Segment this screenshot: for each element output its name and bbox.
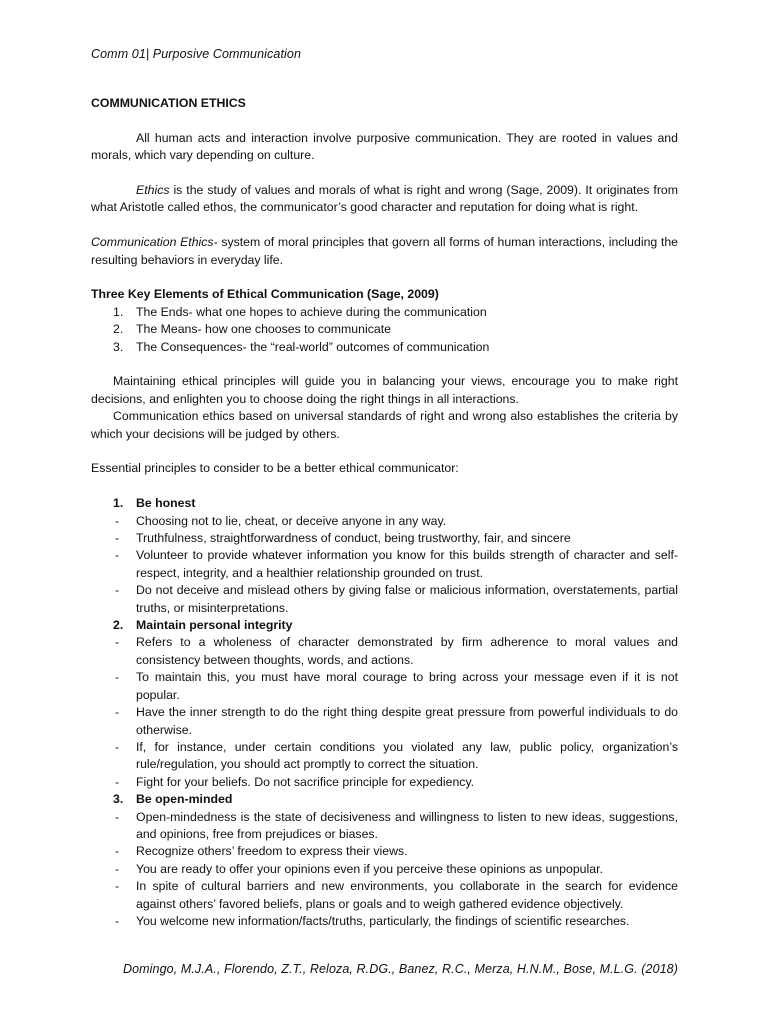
- communication-ethics-term: Communication Ethics-: [91, 235, 218, 250]
- bullet-text: You welcome new information/facts/truths, particularly, the findings of scientific researches.: [136, 913, 630, 928]
- bullet-text: Open-mindedness is the state of decisiveness and willingness to listen to new ideas, suggestions, and opinions, free from prejudices or biases.: [136, 809, 678, 841]
- dash-marker: -: [115, 670, 120, 685]
- bullet-text: Fight for your beliefs. Do not sacrifice principle for expediency.: [136, 774, 475, 789]
- dash-marker: -: [115, 913, 120, 928]
- ethics-paragraph: [91, 182, 678, 217]
- bullet-item: [91, 530, 678, 547]
- list-item: [91, 321, 678, 338]
- dash-marker: -: [115, 531, 120, 546]
- bullet-item: [91, 634, 678, 669]
- bullet-item: [91, 704, 678, 739]
- principle-heading: [91, 617, 678, 634]
- ethics-definition: is the study of values and morals of what is right and wrong (Sage, 2009). It originates from what Aristotle called ethos, the communicator’s good character and reputation for doing what is right.: [91, 183, 678, 215]
- bullet-item: [91, 774, 678, 791]
- bullet-item: [91, 861, 678, 878]
- bullet-text: Volunteer to provide whatever information you know for this builds strength of character and self-respect, integrity, and a healthier relationship grounded on trust.: [136, 548, 678, 580]
- dash-marker: -: [115, 513, 120, 528]
- bullet-text: Truthfulness, straightforwardness of conduct, being trustworthy, fair, and sincere: [136, 531, 571, 546]
- bullet-item: [91, 669, 678, 704]
- dash-marker: -: [115, 635, 120, 650]
- bullet-text: If, for instance, under certain conditions you violated any law, public policy, organization’s rule/regulation, you should act promptly to correct the situation.: [136, 739, 678, 772]
- ethics-term: Ethics: [136, 183, 170, 197]
- list-number: 2.: [113, 322, 124, 337]
- list-item-text: The Means- how one chooses to communicate: [136, 322, 391, 337]
- list-item-text: The Consequences- the “real-world” outcomes of communication: [136, 339, 490, 354]
- bullet-text: Choosing not to lie, cheat, or deceive anyone in any way.: [136, 513, 447, 528]
- list-item-text: The Ends- what one hopes to achieve during the communication: [136, 304, 487, 319]
- bullet-text: Recognize others’ freedom to express their views.: [136, 844, 408, 859]
- bullet-text: Have the inner strength to do the right thing despite great pressure from powerful individuals to do otherwise.: [136, 705, 678, 737]
- bullet-item: [91, 913, 678, 930]
- bullet-item: [91, 843, 678, 860]
- dash-marker: -: [115, 705, 120, 720]
- dash-marker: -: [115, 583, 120, 598]
- communication-ethics-paragraph: [91, 234, 678, 269]
- bullet-text: In spite of cultural barriers and new environments, you collaborate in the search for evidence against others’ favored beliefs, plans or goals and to weigh gathered evidence objectively.: [136, 879, 678, 911]
- principles-intro: Essential principles to consider to be a better ethical communicator:: [91, 461, 459, 476]
- dash-marker: -: [115, 548, 120, 563]
- list-item: [91, 339, 678, 356]
- page-header: Comm 01| Purposive Communication: [91, 47, 301, 61]
- dash-marker: -: [115, 774, 120, 789]
- bullet-text: Refers to a wholeness of character demonstrated by firm adherence to moral values and consistency between thoughts, words, and actions.: [136, 635, 678, 667]
- dash-marker: -: [115, 739, 120, 754]
- dash-marker: -: [115, 844, 120, 859]
- key-elements-list: [91, 304, 678, 356]
- maintaining-paragraph: Maintaining ethical principles will guide you in balancing your views, encourage you to make right decisions, and enlighten you to choose doing the right things in all interactions.: [91, 374, 678, 406]
- list-item: [91, 304, 678, 321]
- dash-marker: -: [115, 809, 120, 824]
- bullet-item: [91, 809, 678, 844]
- principle-number: 3.: [113, 792, 124, 807]
- communication-ethics-definition: system of moral principles that govern all forms of human interactions, including the resulting behaviors in everyday life.: [91, 235, 678, 267]
- bullet-text: You are ready to offer your opinions even if you perceive these opinions as unpopular.: [136, 861, 603, 876]
- document-title: COMMUNICATION ETHICS: [91, 96, 246, 110]
- principle-title: Maintain personal integrity: [136, 618, 293, 633]
- dash-marker: -: [115, 879, 120, 894]
- bullet-item: [91, 878, 678, 913]
- document-body: [91, 95, 678, 930]
- bullet-text: Do not deceive and mislead others by giving false or malicious information, overstatements, partial truths, or misinterpretations.: [136, 583, 678, 615]
- bullet-item: [91, 513, 678, 530]
- principle-heading: [91, 495, 678, 512]
- bullet-item: [91, 739, 678, 774]
- principle-title: Be honest: [136, 496, 196, 511]
- page-footer-citation: Domingo, M.J.A., Florendo, Z.T., Reloza, R.DG., Banez, R.C., Merza, H.N.M., Bose, M.L.G. (2018): [122, 962, 678, 976]
- bullet-text: To maintain this, you must have moral courage to bring across your message even if it is not popular.: [136, 670, 678, 702]
- bullet-item: [91, 582, 678, 617]
- intro-paragraph: All human acts and interaction involve purposive communication. They are rooted in values and morals, which vary depending on culture.: [91, 130, 678, 163]
- principles-list: [91, 495, 678, 930]
- principle-number: 2.: [113, 618, 124, 633]
- principle-heading: [91, 791, 678, 808]
- bullet-item: [91, 547, 678, 582]
- principle-title: Be open-minded: [136, 792, 233, 807]
- list-number: 1.: [113, 304, 124, 319]
- key-elements-heading: Three Key Elements of Ethical Communication (Sage, 2009): [91, 287, 439, 302]
- universal-standards-paragraph: Communication ethics based on universal standards of right and wrong also establishes the criteria by which your decisions will be judged by others.: [91, 409, 678, 441]
- list-number: 3.: [113, 339, 124, 354]
- principle-number: 1.: [113, 496, 124, 511]
- dash-marker: -: [115, 861, 120, 876]
